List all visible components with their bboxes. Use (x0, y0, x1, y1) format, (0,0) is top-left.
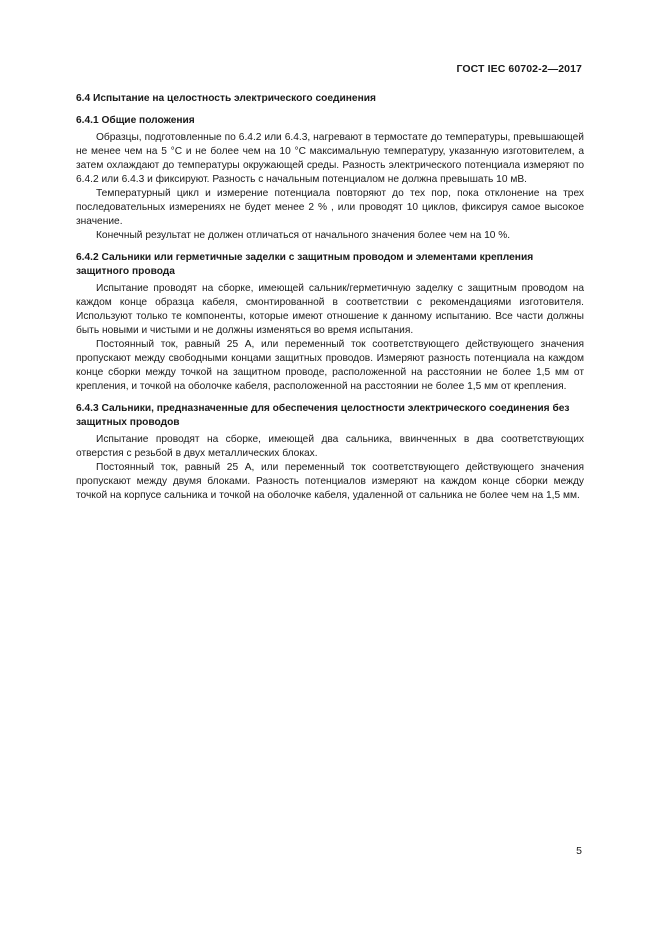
paragraph: Температурный цикл и измерение потенциала повторяют до тех пор, пока отклонение на трех последовательных измерениях не будет менее 2 % , или проводят 10 циклов, фиксируя самое высокое значение. (76, 188, 584, 227)
subsection-heading-6-4-2: 6.4.2 Сальники или герметичные заделки с защитным проводом и элементами крепления защитного провода (76, 252, 534, 277)
paragraph: Испытание проводят на сборке, имеющей сальник/герметичную заделку с защитным проводом на каждом конце образца кабеля, смонтированной в соответствии с рекомендациями изготовителя. Используют только те компоненты, которые имеют отношение к данному испытанию. Все части должны быть новыми и чистыми и не должны изменяться во время испытания. (76, 283, 584, 336)
subsection-heading-6-4-3: 6.4.3 Сальники, предназначенные для обеспечения целостности электрического соединения без защитных проводов (76, 403, 570, 428)
paragraph: Постоянный ток, равный 25 А, или переменный ток соответствующего действующего значения пропускают между двумя блоками. Разность потенциалов измеряют на каждом конце сборки между точкой на корпусе сальника и точкой на оболочке кабеля, удаленной от сальника не более чем на 1,5 мм. (76, 462, 584, 501)
page-number: 5 (576, 845, 582, 857)
document-body (76, 92, 584, 503)
paragraph: Испытание проводят на сборке, имеющей два сальника, ввинченных в два соответствующих отверстия с резьбой в двух металлических блоках. (76, 434, 584, 459)
document-header: ГОСТ IEC 60702-2—2017 (456, 63, 582, 75)
paragraph: Образцы, подготовленные по 6.4.2 или 6.4.3, нагревают в термостате до температуры, превышающей не менее чем на 5 °С и не более чем на 10 °С максимальную температуру, указанную изготовителем, а затем охлаждают до температуры окружающей среды. Разность электрического потенциала измеряют по 6.4.2 или 6.4.3 и фиксируют. Разность с начальным потенциалом не должна превышать 10 мВ. (76, 132, 584, 185)
paragraph: Постоянный ток, равный 25 А, или переменный ток соответствующего действующего значения пропускают между свободными концами защитных проводов. Измеряют разность потенциала на каждом конце сборки между точкой на защитном проводе, расположенной на расстоянии не более 1,5 мм от крепления, и точкой на оболочке кабеля, расположенной на расстоянии не более 1,5 мм от крепления. (76, 339, 584, 392)
paragraph: Конечный результат не должен отличаться от начального значения более чем на 10 %. (96, 230, 511, 241)
section-heading-6-4: 6.4 Испытание на целостность электрического соединения (76, 93, 376, 104)
subsection-heading-6-4-1: 6.4.1 Общие положения (76, 115, 195, 126)
